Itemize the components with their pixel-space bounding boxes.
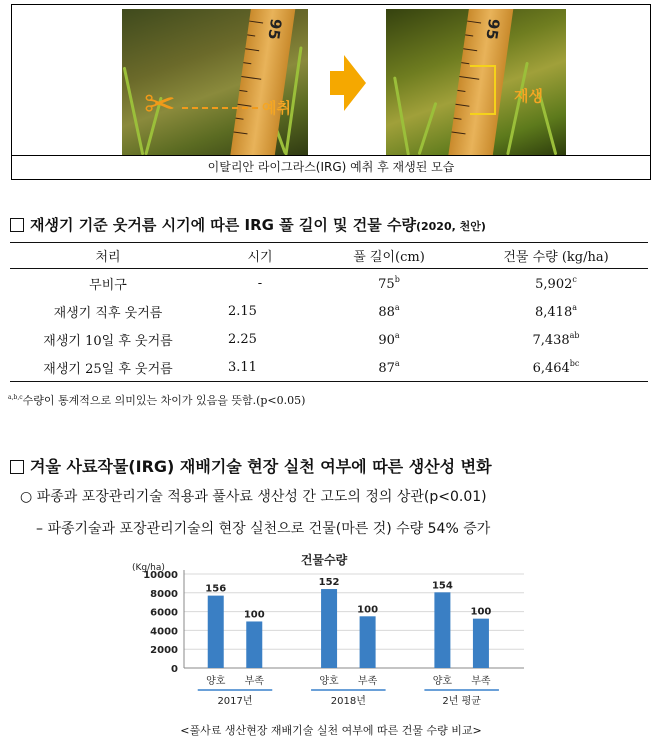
correlation-bullet: ○ 파종과 포장관리기술 적용과 풀사료 생산성 간 고도의 정의 상관(p<0.01): [20, 489, 487, 505]
x-category-label: 양호: [319, 676, 339, 687]
chart-unit-label: (Kg/ha): [132, 563, 165, 573]
cell-timing: -: [257, 275, 263, 291]
cell-treatment: 무비구: [89, 277, 127, 293]
x-category-label: 양호: [432, 676, 453, 687]
cell-timing: 2.15: [228, 303, 257, 319]
dry-matter-yield-chart: [124, 550, 534, 710]
cut-line: [182, 107, 258, 109]
ruler-icon: [228, 9, 295, 156]
square-bullet-icon: [10, 460, 24, 474]
bar: [434, 592, 450, 668]
photo-caption: 이탈리안 라이그라스(IRG) 예취 후 재생된 모습: [12, 155, 650, 179]
table-footnote: $^{a,b,c}$수량이 통계적으로 의미있는 차이가 있음을 뜻함.(p<0.05): [8, 394, 306, 407]
x-category-label: 부족: [357, 676, 378, 687]
y-tick-label: 4000: [150, 626, 178, 638]
bar-data-label: 152: [318, 577, 340, 589]
regrowth-label: 재생: [514, 87, 543, 105]
cell-treatment: 재생기 10일 후 웃거름: [43, 333, 173, 349]
section1-title: [10, 214, 486, 235]
cell-timing: 3.11: [228, 359, 257, 375]
cell-treatment: 재생기 25일 후 웃거름: [43, 361, 173, 377]
cell-length: 88$^a$: [378, 302, 400, 320]
scissors-icon: ✂: [144, 82, 176, 126]
y-tick-label: 6000: [150, 607, 178, 619]
bar: [246, 621, 262, 668]
chart-caption: <풀사료 생산현장 재배기술 실천 여부에 따른 건물 수량 비교>: [180, 724, 482, 737]
x-category-label: 부족: [471, 676, 491, 687]
bar: [473, 619, 489, 668]
header-yield: 건물 수량 (kg/ha): [503, 250, 609, 265]
section2-title: [10, 454, 492, 477]
y-tick-label: 0: [171, 664, 178, 675]
bar: [321, 589, 337, 668]
chart-svg: [124, 550, 534, 710]
cut-grass-photo: [122, 9, 308, 156]
square-bullet-icon: [10, 218, 24, 232]
bar-data-label: 156: [205, 583, 227, 595]
y-tick-label: 2000: [150, 645, 178, 657]
photo-figure: [11, 4, 651, 180]
x-group-label: 2017년: [217, 696, 253, 707]
bar: [208, 596, 224, 668]
regrowth-fertilizer-table: [10, 242, 648, 382]
y-tick-label: 8000: [150, 588, 178, 600]
y-tick-label: 10000: [143, 570, 178, 581]
header-treatment: 처리: [95, 250, 121, 265]
bar-data-label: 100: [243, 609, 265, 621]
table-row: [10, 353, 648, 381]
bar-data-label: 100: [357, 604, 379, 616]
cell-timing: 2.25: [228, 331, 257, 347]
regrown-grass-photo: [386, 9, 566, 156]
cell-yield: 8,418$^a$: [535, 302, 577, 320]
x-category-label: 부족: [244, 676, 264, 687]
ruler-number: 95: [482, 17, 504, 41]
table-row: [10, 325, 648, 353]
right-arrow-icon: [330, 55, 366, 111]
header-timing: 시기: [247, 250, 273, 265]
cell-length: 75$^b$: [378, 274, 400, 292]
cell-length: 87$^a$: [378, 358, 400, 376]
yield-increase-bullet: – 파종기술과 포장관리기술의 현장 실천으로 건물(마른 것) 수량 54% 증가: [36, 521, 491, 537]
section2-title-text: 겨울 사료작물(IRG) 재배기술 현장 실천 여부에 따른 생산성 변화: [30, 457, 492, 476]
bar-data-label: 154: [431, 580, 453, 592]
chart-title: 건물수량: [300, 553, 348, 567]
cell-yield: 6,464$^{bc}$: [532, 358, 580, 376]
table-row: [10, 269, 648, 297]
cell-yield: 7,438$^{ab}$: [532, 330, 580, 348]
cell-length: 90$^a$: [378, 330, 400, 348]
x-group-label: 2018년: [330, 696, 366, 707]
x-category-label: 양호: [206, 676, 226, 687]
bar-data-label: 100: [470, 606, 492, 618]
cell-treatment: 재생기 직후 웃거름: [53, 305, 163, 321]
bar: [360, 616, 376, 668]
x-group-label: 2년 평균: [442, 696, 481, 707]
section1-title-suffix: (2020, 천안): [415, 220, 486, 233]
cut-label: 예취: [262, 99, 291, 117]
header-length: 풀 길이(cm): [353, 250, 425, 265]
cell-yield: 5,902$^c$: [535, 274, 577, 292]
regrowth-bracket: [470, 65, 496, 115]
section1-title-text: 재생기 기준 웃거름 시기에 따른 IRG 풀 길이 및 건물 수량: [30, 216, 416, 234]
ruler-number: 95: [264, 17, 286, 41]
table-header-row: [10, 243, 648, 269]
table-row: [10, 297, 648, 325]
